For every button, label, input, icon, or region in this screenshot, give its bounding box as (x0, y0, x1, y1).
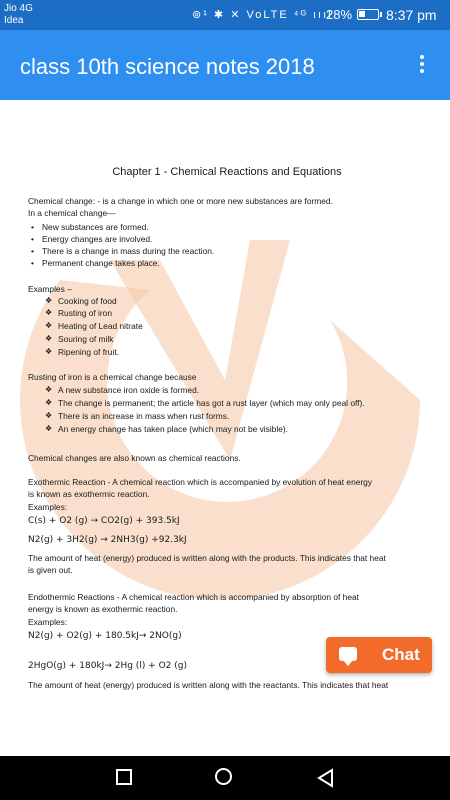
list-item: Souring of milk (58, 334, 114, 344)
list-item: Cooking of food (58, 296, 117, 306)
diamond-bullet-icon: ❖ (45, 385, 53, 394)
endothermic-note: The amount of heat (energy) produced is written along with the reactants. This indicates that heat (28, 680, 389, 690)
equation: N2(g) + 3H2(g) → 2NH3(g) +92.3kJ (28, 535, 187, 545)
chat-button[interactable] (326, 637, 432, 673)
exothermic-definition: Exothermic Reaction - A chemical reaction which is accompanied by evolution of heat energy (28, 477, 373, 487)
exothermic-note: The amount of heat (energy) produced is written along with the products. This indicates that heat (28, 553, 386, 563)
bullet-icon: • (31, 246, 34, 256)
clock: 8:37 pm (386, 7, 437, 23)
list-item: Ripening of fruit. (58, 347, 119, 357)
diamond-bullet-icon: ❖ (45, 296, 53, 305)
carrier-label-secondary: Idea (4, 15, 24, 26)
list-item: Rusting of iron (58, 308, 112, 318)
equation: N2(g) + O2(g) + 180.5kJ→ 2NO(g) (28, 631, 182, 641)
endothermic-definition: Endothermic Reactions - A chemical reaction which is accompanied by absorption of heat (28, 592, 359, 602)
examples-label: Examples: (28, 617, 68, 627)
list-item: There is a change in mass during the reaction. (42, 246, 215, 256)
back-icon[interactable] (316, 768, 336, 788)
diamond-bullet-icon: ❖ (45, 398, 53, 407)
exothermic-definition-cont: is known as exothermic reaction. (28, 489, 150, 499)
recent-apps-icon[interactable] (116, 769, 132, 785)
diamond-bullet-icon: ❖ (45, 424, 53, 433)
app-title: class 10th science notes 2018 (20, 54, 315, 79)
diamond-bullet-icon: ❖ (45, 308, 53, 317)
list-item: A new substance iron oxide is formed. (58, 385, 200, 395)
status-icons: ⊚¹ ✱ ✕ VoLTE ⁴ᴳ ıııl (192, 9, 333, 21)
also-known-note: Chemical changes are also known as chemical reactions. (28, 453, 241, 463)
endothermic-definition-cont: energy is known as exothermic reaction. (28, 604, 178, 614)
chemical-change-definition: Chemical change: - is a change in which one or more new substances are formed. (28, 196, 333, 206)
list-item: Heating of Lead nitrate (58, 321, 143, 331)
examples-heading: Examples – (28, 284, 72, 294)
app-bar (0, 30, 450, 100)
carrier-label: Jio 4G (4, 3, 33, 14)
list-item: There is an increase in mass when rust forms. (58, 411, 230, 421)
list-item: Energy changes are involved. (42, 234, 153, 244)
equation: C(s) + O2 (g) → CO2(g) + 393.5kJ (28, 516, 180, 526)
bullet-icon: • (31, 234, 34, 244)
bullet-icon: • (31, 222, 34, 232)
diamond-bullet-icon: ❖ (45, 321, 53, 330)
in-chemical-change-label: In a chemical change— (28, 208, 116, 218)
list-item: New substances are formed. (42, 222, 149, 232)
chat-label: Chat (382, 645, 420, 664)
equation: 2HgO(g) + 180kJ→ 2Hg (l) + O2 (g) (28, 661, 187, 671)
battery-percent: 28% (326, 7, 353, 22)
home-icon[interactable] (215, 768, 232, 785)
chat-bubble-icon (339, 647, 357, 661)
exothermic-note-cont: is given out. (28, 565, 73, 575)
examples-label: Examples: (28, 502, 68, 512)
more-vert-icon[interactable] (415, 52, 429, 78)
list-item: An energy change has taken place (which may not be visible). (58, 424, 288, 434)
list-item: Permanent change takes place. (42, 258, 160, 268)
chapter-title: Chapter 1 - Chemical Reactions and Equations (112, 166, 342, 178)
navigation-bar (0, 756, 450, 800)
diamond-bullet-icon: ❖ (45, 411, 53, 420)
status-bar (0, 0, 450, 30)
list-item: The change is permanent; the article has got a rust layer (which may only peal off). (58, 398, 365, 408)
rusting-heading: Rusting of iron is a chemical change because (28, 372, 197, 382)
bullet-icon: • (31, 258, 34, 268)
battery-icon (357, 9, 379, 20)
diamond-bullet-icon: ❖ (45, 347, 53, 356)
diamond-bullet-icon: ❖ (45, 334, 53, 343)
